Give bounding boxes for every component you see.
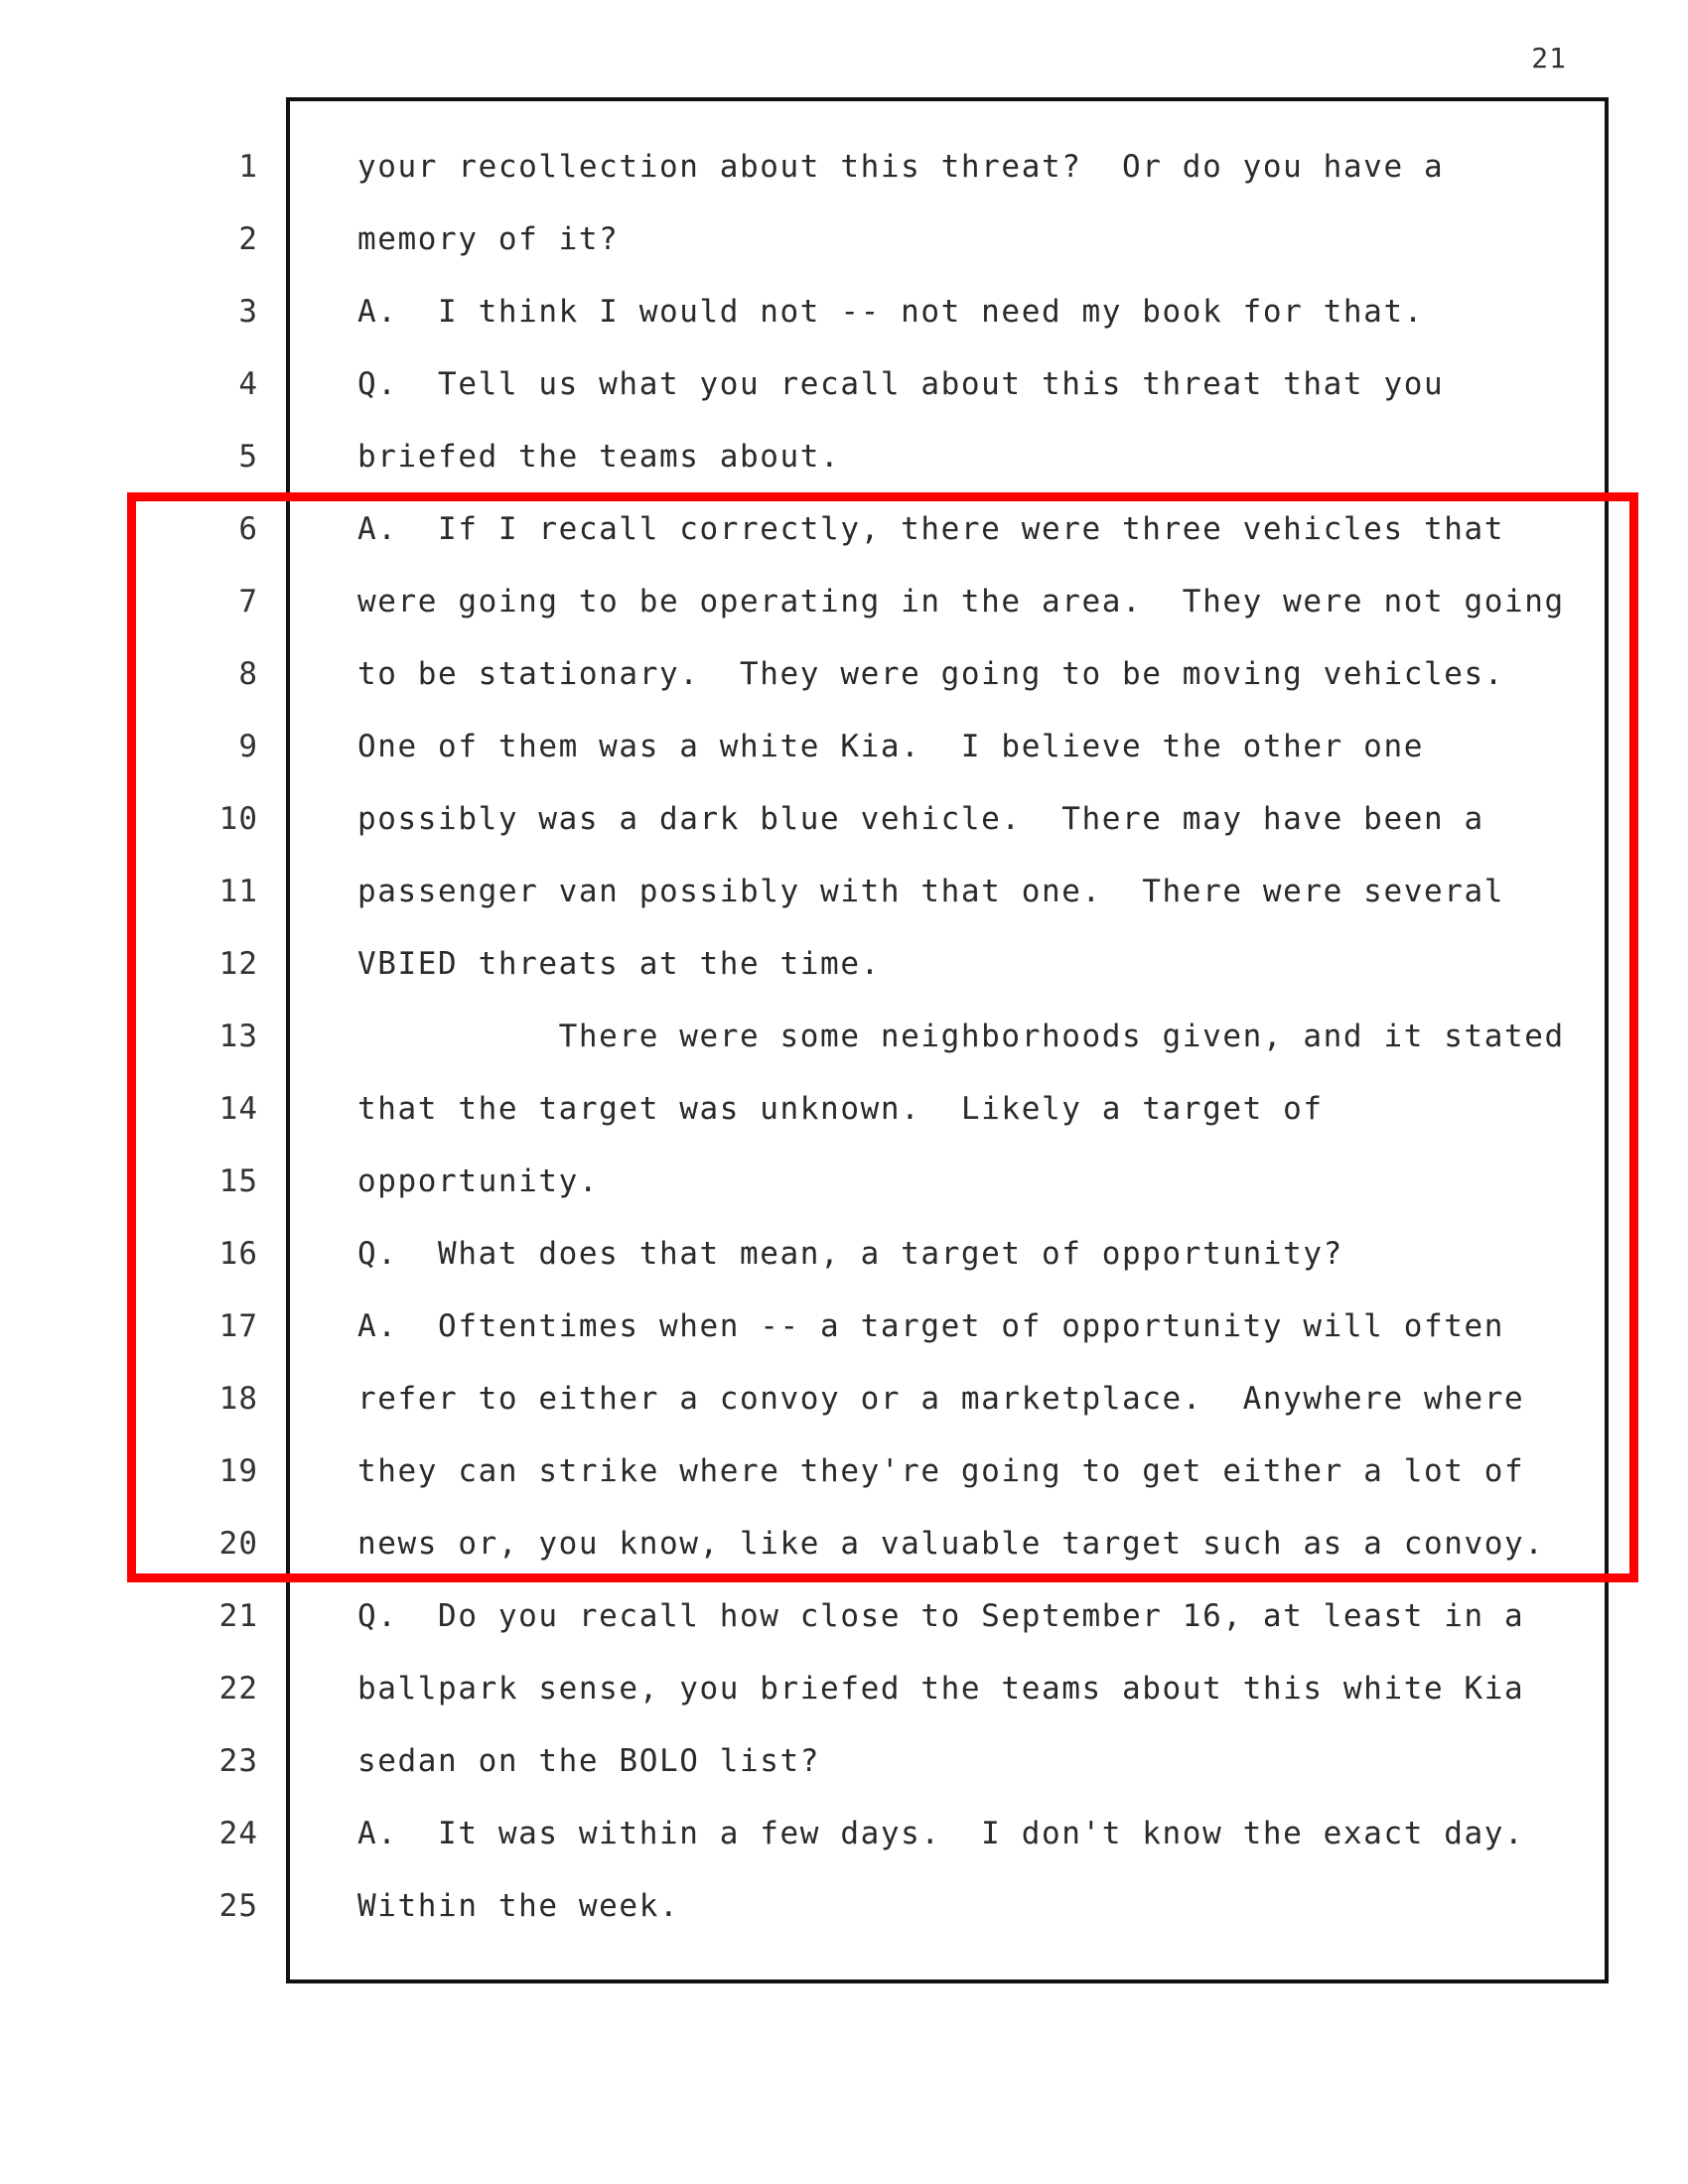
line-number: 7 [238,584,258,619]
transcript-line: There were some neighborhoods given, and it stated [357,1019,1565,1054]
line-number: 13 [218,1019,258,1054]
line-number: 23 [218,1743,258,1779]
transcript-line: news or, you know, like a valuable target such as a convoy. [357,1526,1545,1562]
transcript-line: A. If I recall correctly, there were three vehicles that [357,511,1505,547]
transcript-line: to be stationary. They were going to be moving vehicles. [357,656,1505,692]
transcript-line: passenger van possibly with that one. There were several [357,874,1505,909]
line-number: 1 [238,149,258,185]
transcript-line: Q. What does that mean, a target of opportunity? [357,1236,1343,1272]
line-number: 20 [218,1526,258,1562]
transcript-line: A. Oftentimes when -- a target of opportunity will often [357,1308,1505,1344]
transcript-line: briefed the teams about. [357,439,841,475]
transcript-line: refer to either a convoy or a marketplace. Anywhere where [357,1381,1525,1417]
transcript-line: VBIED threats at the time. [357,946,881,982]
line-number: 11 [218,874,258,909]
page-number: 21 [1531,42,1567,74]
transcript-line: your recollection about this threat? Or do you have a [357,149,1445,185]
line-number: 8 [238,656,258,692]
transcript-line: Q. Tell us what you recall about this threat that you [357,366,1445,402]
line-number: 14 [218,1091,258,1127]
line-number: 3 [238,294,258,330]
line-number: 17 [218,1308,258,1344]
line-number: 18 [218,1381,258,1417]
line-number-column [149,139,258,1951]
transcript-line: possibly was a dark blue vehicle. There may have been a [357,801,1484,837]
line-number: 15 [218,1163,258,1199]
transcript-line: sedan on the BOLO list? [357,1743,821,1779]
line-number: 10 [218,801,258,837]
line-number: 12 [218,946,258,982]
line-number: 22 [218,1671,258,1706]
transcript-line: were going to be operating in the area. They were not going [357,584,1565,619]
transcript-line: Q. Do you recall how close to September 16, at least in a [357,1598,1525,1634]
line-number: 16 [218,1236,258,1272]
transcript-line: A. It was within a few days. I don't know the exact day. [357,1816,1525,1851]
line-number: 4 [238,366,258,402]
line-number: 19 [218,1453,258,1489]
line-number: 25 [218,1888,258,1924]
line-number: 9 [238,729,258,764]
transcript-line: that the target was unknown. Likely a target of [357,1091,1324,1127]
transcript-line: Within the week. [357,1888,680,1924]
transcript-line: ballpark sense, you briefed the teams about this white Kia [357,1671,1525,1706]
transcript-text [357,139,1599,1951]
transcript-line: memory of it? [357,221,620,257]
line-number: 6 [238,511,258,547]
line-number: 24 [218,1816,258,1851]
transcript-line: opportunity. [357,1163,600,1199]
line-number: 2 [238,221,258,257]
transcript-line: One of them was a white Kia. I believe the other one [357,729,1424,764]
line-number: 5 [238,439,258,475]
transcript-line: A. I think I would not -- not need my book for that. [357,294,1424,330]
transcript-line: they can strike where they're going to get either a lot of [357,1453,1525,1489]
line-number: 21 [218,1598,258,1634]
